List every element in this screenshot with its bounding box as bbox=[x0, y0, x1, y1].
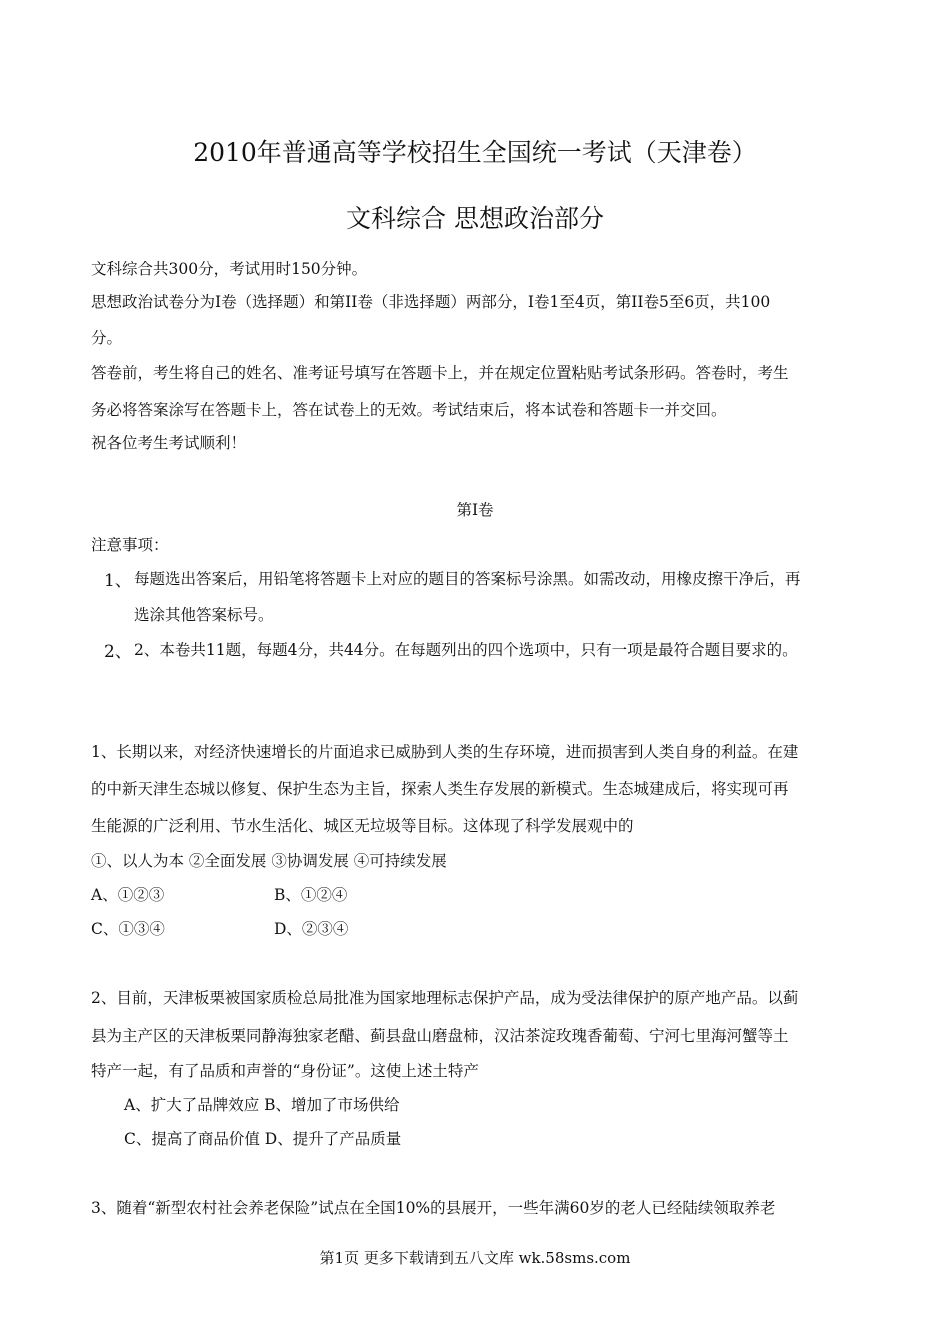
section-title: 第I卷 bbox=[456, 501, 494, 519]
question-1-statements: ①、以人为本 ②全面发展 ③协调发展 ④可持续发展 bbox=[91, 852, 447, 870]
notice-label: 注意事项： bbox=[91, 536, 169, 554]
option-b: B、①②④ bbox=[274, 886, 348, 904]
exam-title: 2010年普通高等学校招生全国统一考试（天津卷） bbox=[193, 138, 757, 167]
question-1-line: 的中新天津生态城以修复、保护生态为主旨，探索人类生存发展的新模式。生态城建成后，将实现可再 bbox=[91, 780, 789, 798]
note-number: 1、 bbox=[104, 571, 132, 591]
question-2-line: 县为主产区的天津板栗同静海独家老醋、蓟县盘山磨盘柿，汉沽茶淀玫瑰香葡萄、宁河七里海河蟹等土 bbox=[91, 1027, 789, 1045]
note-number: 2、 bbox=[104, 642, 132, 662]
question-1-line: 1、长期以来，对经济快速增长的片面追求已威胁到人类的生存环境，进而损害到人类自身的利益。在建 bbox=[91, 743, 799, 761]
intro-line: 分。 bbox=[91, 329, 123, 347]
intro-line: 祝各位考生考试顺利！ bbox=[91, 434, 247, 452]
option-c: C、①③④ bbox=[91, 920, 165, 938]
intro-line: 务必将答案涂写在答题卡上，答在试卷上的无效。考试结束后，将本试卷和答题卡一并交回。 bbox=[91, 401, 727, 419]
question-2-options: A、扩大了品牌效应 B、增加了市场供给 bbox=[124, 1096, 400, 1114]
question-1-line: 生能源的广泛利用、节水生活化、城区无垃圾等目标。这体现了科学发展观中的 bbox=[91, 817, 634, 835]
note-line: 每题选出答案后，用铅笔将答题卡上对应的题目的答案标号涂黑。如需改动，用橡皮擦干净后，再 bbox=[134, 570, 801, 588]
note-line: 2、本卷共11题，每题4分，共44分。在每题列出的四个选项中，只有一项是最符合题目要求的。 bbox=[134, 641, 798, 659]
note-line: 选涂其他答案标号。 bbox=[134, 606, 274, 624]
intro-line: 文科综合共300分，考试用时150分钟。 bbox=[91, 260, 368, 278]
question-2-line: 特产一起，有了品质和声誉的“身份证”。这使上述土特产 bbox=[91, 1062, 479, 1080]
option-a: A、①②③ bbox=[91, 886, 165, 904]
option-d: D、②③④ bbox=[274, 920, 349, 938]
intro-line: 答卷前，考生将自己的姓名、准考证号填写在答题卡上，并在规定位置粘贴考试条形码。答卷时，考生 bbox=[91, 364, 789, 382]
intro-line: 思想政治试卷分为I卷（选择题）和第II卷（非选择题）两部分，I卷1至4页，第II卷5至6页，共100 bbox=[91, 293, 771, 311]
question-3-line: 3、随着“新型农村社会养老保险”试点在全国10%的县展开，一些年满60岁的老人已经陆续领取养老 bbox=[91, 1199, 776, 1217]
page-footer: 第1页 更多下载请到五八文库 wk.58sms.com bbox=[319, 1249, 631, 1267]
question-2-line: 2、目前，天津板栗被国家质检总局批准为国家地理标志保护产品，成为受法律保护的原产地产品。以蓟 bbox=[91, 989, 799, 1007]
question-2-options: C、提高了商品价值 D、提升了产品质量 bbox=[124, 1130, 402, 1148]
exam-subtitle: 文科综合 思想政治部分 bbox=[346, 204, 604, 233]
